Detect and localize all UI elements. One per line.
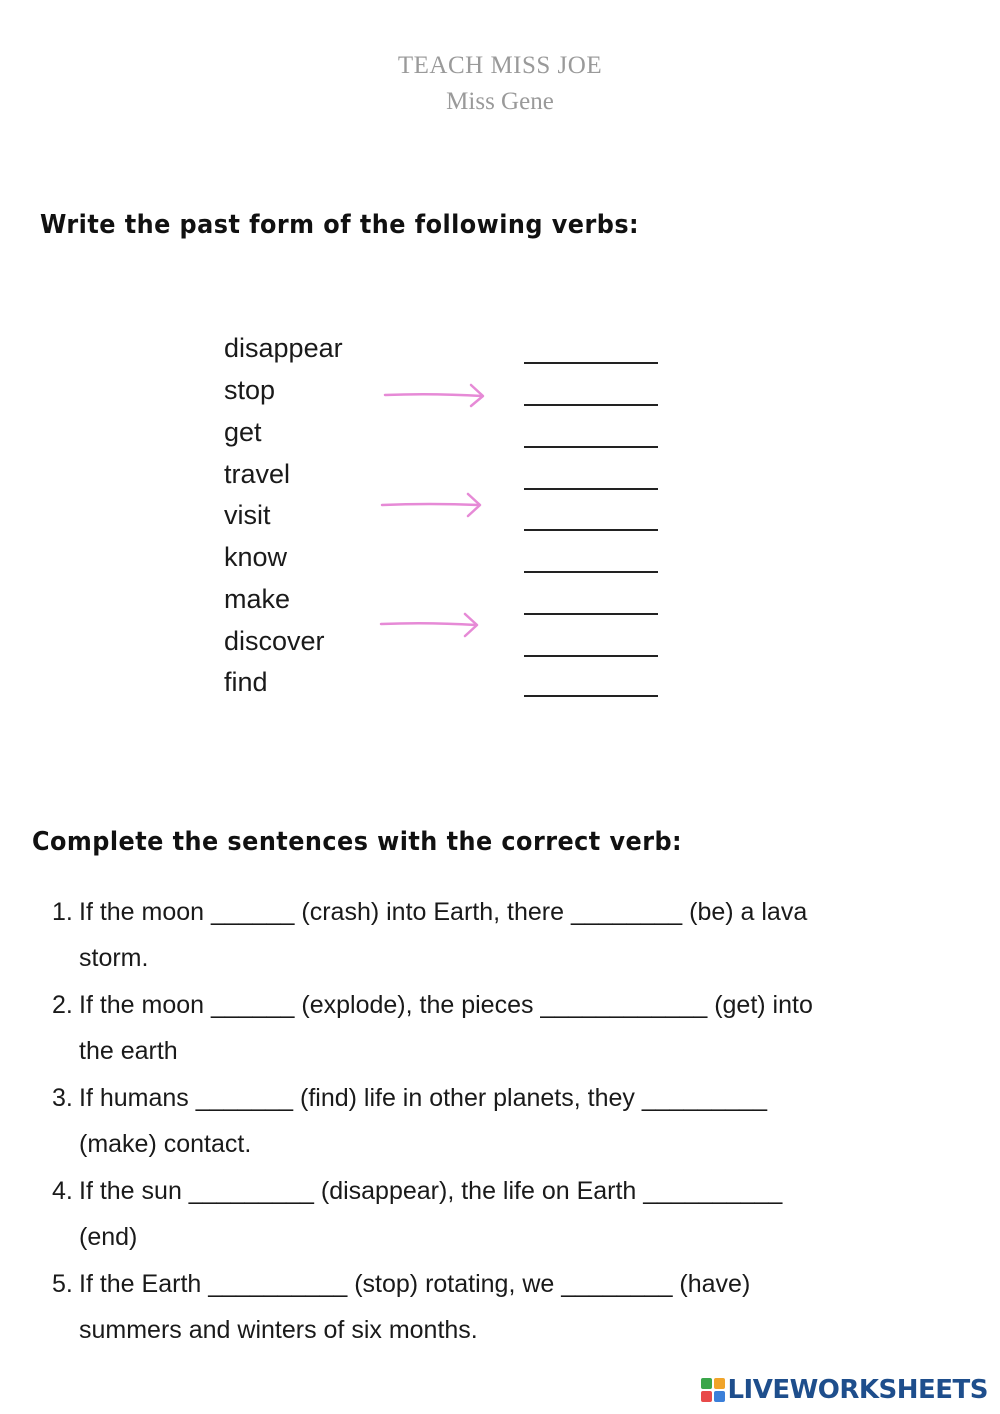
sentence-line: If the moon ______ (crash) into Earth, there ________ (be) a lava: [79, 898, 808, 926]
verb-item: know: [224, 542, 288, 572]
section-heading-past-form: Write the past form of the following verbs:: [40, 210, 640, 240]
answer-blank[interactable]: [524, 446, 658, 448]
answer-blank[interactable]: [524, 571, 658, 573]
sentence-number: 1.: [52, 898, 73, 926]
sentence-line: storm.: [79, 944, 149, 972]
verb-item: travel: [224, 459, 291, 489]
answer-blank[interactable]: [524, 362, 658, 364]
sentence-number: 4.: [52, 1177, 73, 1205]
header-title: TEACH MISS JOE: [397, 52, 603, 79]
sentence-number: 5.: [52, 1270, 73, 1298]
answer-blank[interactable]: [524, 404, 658, 406]
header-subtitle: Miss Gene: [446, 88, 554, 115]
answer-blank[interactable]: [524, 488, 658, 490]
sentence-number: 3.: [52, 1084, 73, 1112]
sentence-line: If the Earth __________ (stop) rotating, we ________ (have): [79, 1270, 751, 1298]
answer-blank[interactable]: [524, 529, 658, 531]
arrow-right-icon: [379, 491, 489, 521]
verb-item: find: [224, 667, 268, 697]
logo-text: LIVEWORKSHEETS: [727, 1375, 988, 1405]
sentence-line: If the moon ______ (explode), the pieces ____________ (get) into: [79, 991, 813, 1019]
liveworksheets-logo[interactable]: [701, 1374, 988, 1406]
verb-item: make: [224, 584, 291, 614]
sentence-line: the earth: [79, 1037, 178, 1065]
arrow-right-icon: [378, 611, 488, 641]
verb-item: visit: [224, 500, 271, 530]
arrow-right-icon: [382, 381, 492, 411]
answer-blank[interactable]: [524, 613, 658, 615]
verb-item: stop: [224, 375, 276, 405]
section-heading-complete-sentences: Complete the sentences with the correct verb:: [32, 827, 683, 857]
verb-item: get: [224, 417, 262, 447]
answer-blank[interactable]: [524, 695, 658, 697]
sentence-number: 2.: [52, 991, 73, 1019]
sentence-line: If the sun _________ (disappear), the life on Earth __________: [79, 1177, 783, 1205]
sentence-line: (make) contact.: [79, 1130, 252, 1158]
sentence-line: If humans _______ (find) life in other planets, they _________: [79, 1084, 767, 1112]
sentence-line: (end): [79, 1223, 138, 1251]
liveworksheets-logo-icon: [701, 1378, 725, 1402]
verb-item: disappear: [224, 333, 343, 363]
sentence-line: summers and winters of six months.: [79, 1316, 478, 1344]
verb-item: discover: [224, 626, 325, 656]
answer-blank[interactable]: [524, 655, 658, 657]
